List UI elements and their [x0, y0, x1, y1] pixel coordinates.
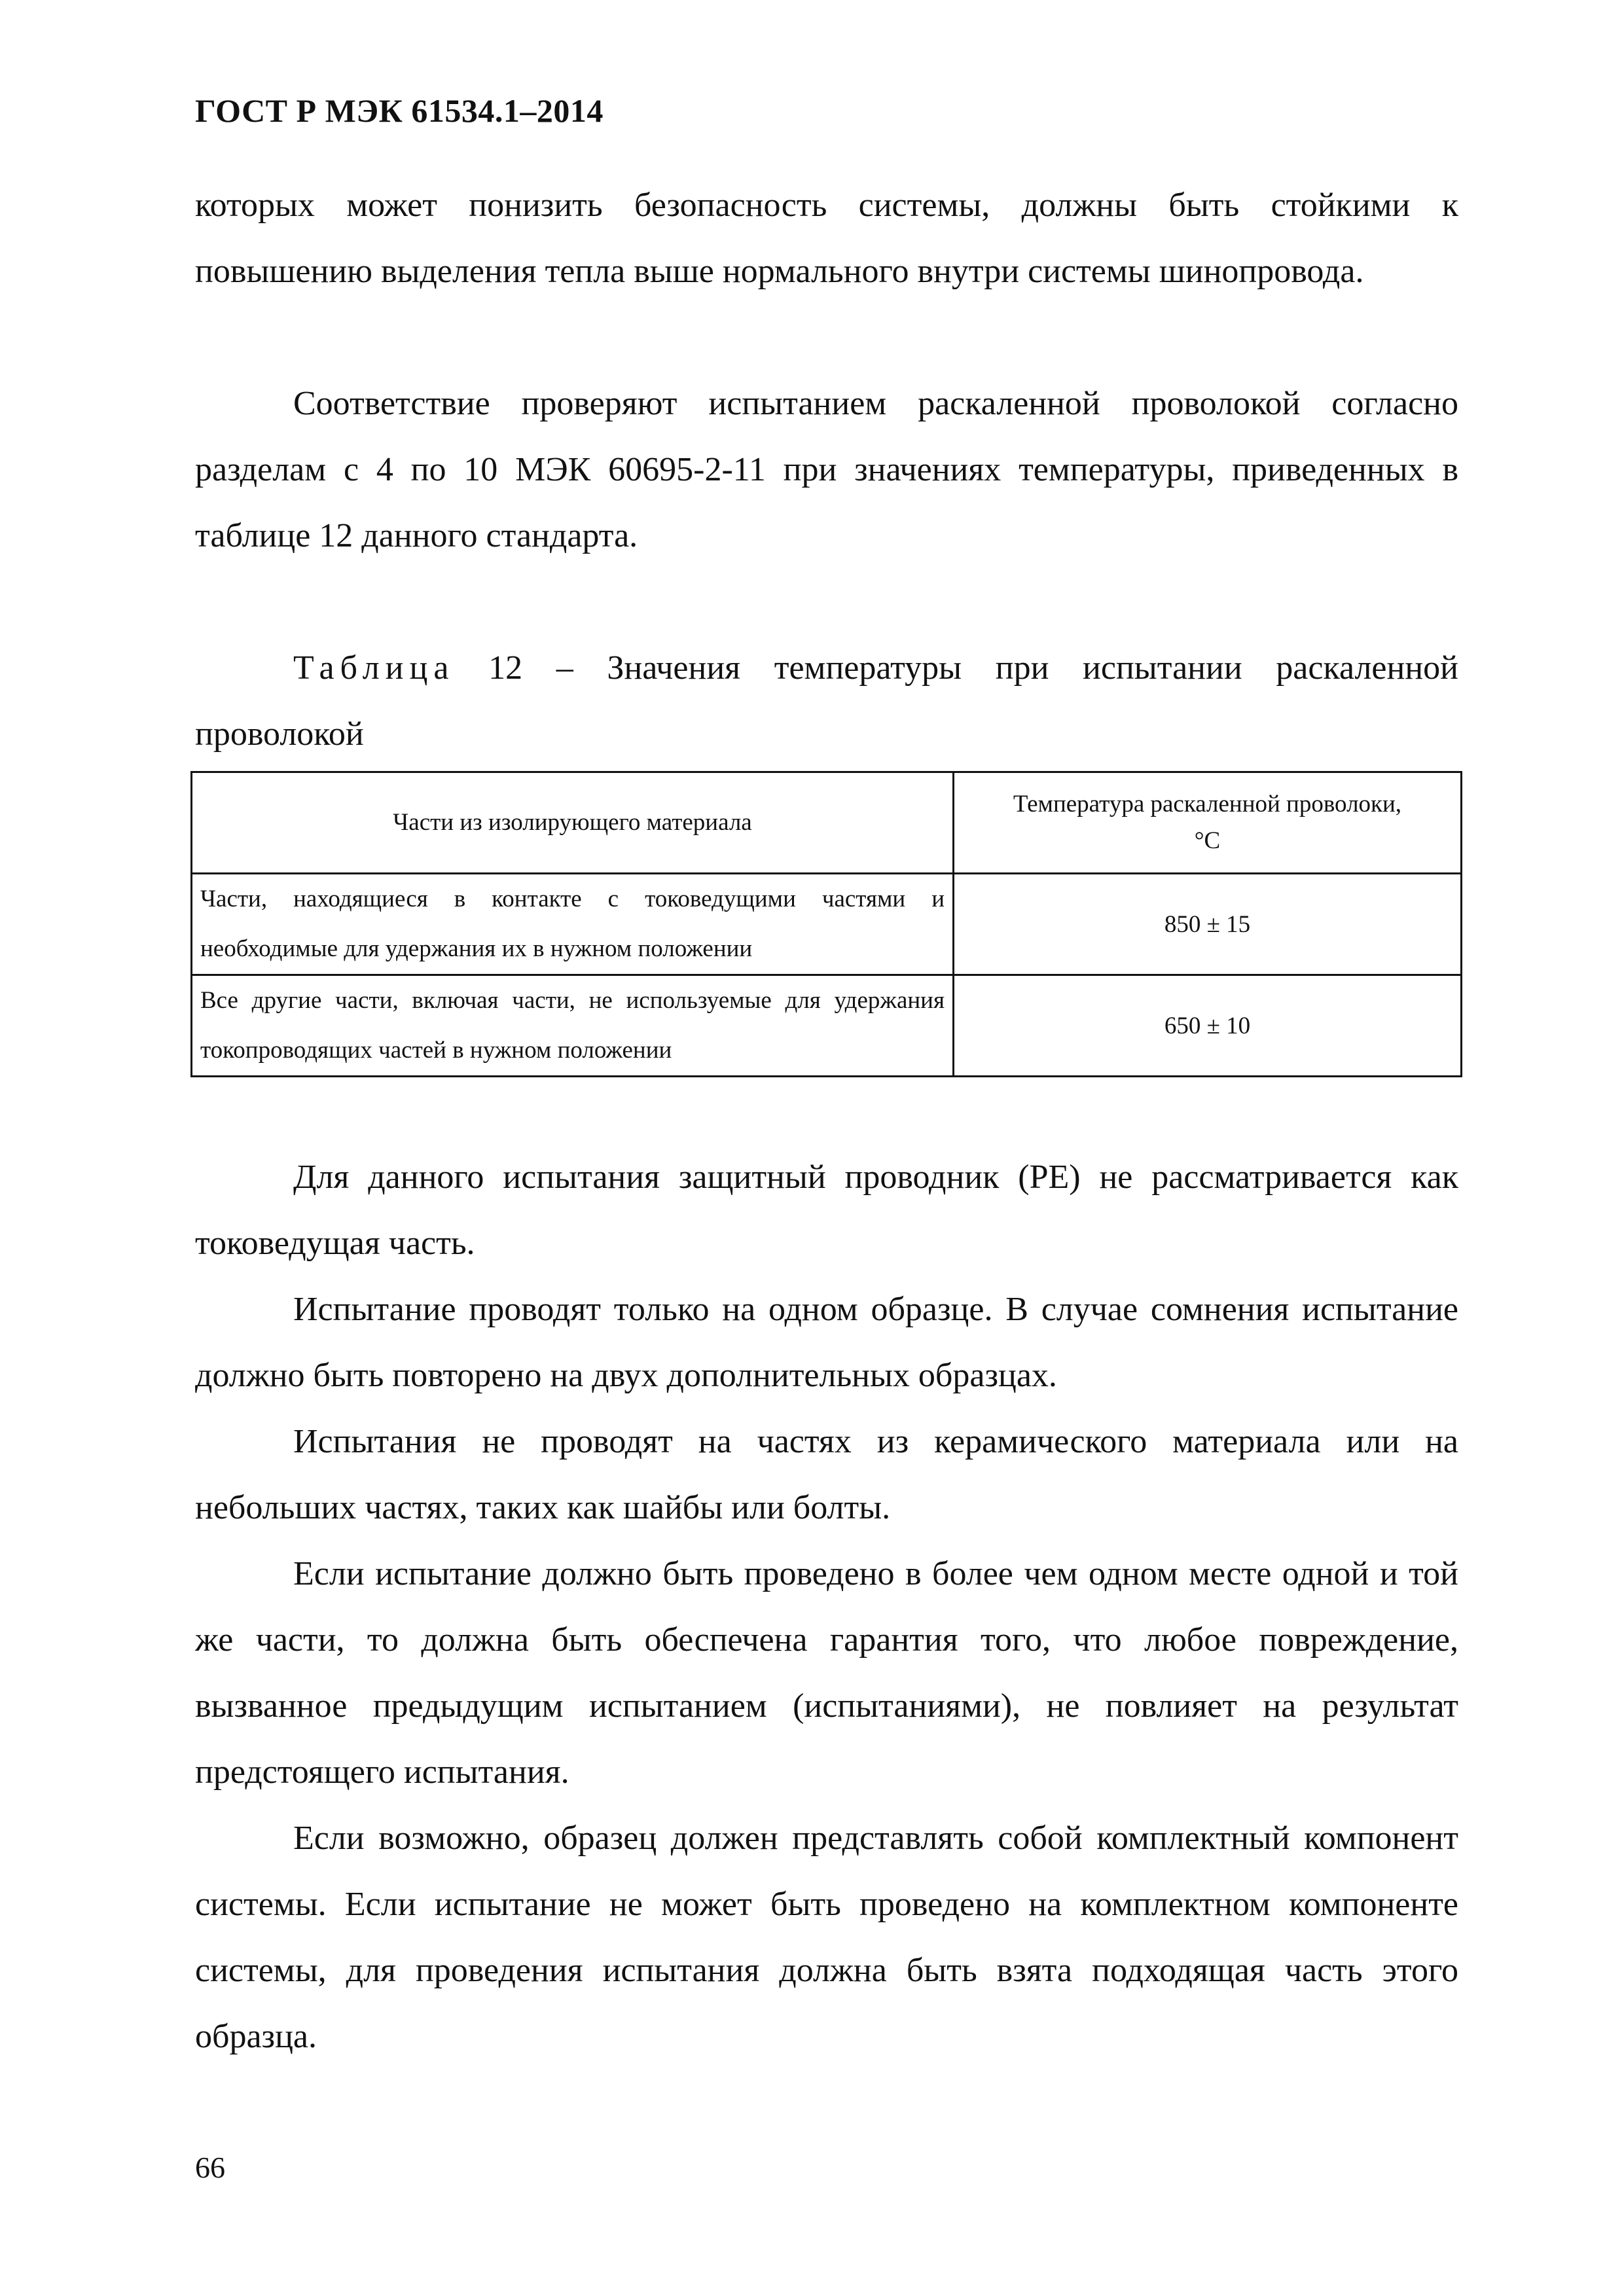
table-row [192, 874, 1462, 975]
header-temperature-unit: °С [1194, 827, 1221, 854]
paragraph-ceramic: Испытания не проводят на частях из керамического материала или на небольших частях, таких как шайбы или болты. [195, 1423, 1458, 1526]
paragraph-one-sample: Испытание проводят только на одном образце. В случае сомнения испытание должно быть повторено на двух дополнительных образцах. [195, 1291, 1458, 1394]
header-parts: Части из изолирующего материала [192, 772, 954, 874]
paragraph-pe: Для данного испытания защитный проводник (PE) не рассматривается как токоведущая часть. [195, 1158, 1458, 1262]
header-temperature-label: Температура раскаленной проволоки, [1013, 791, 1402, 817]
paragraph-compliance: Соответствие проверяют испытанием раскаленной проволокой согласно разделам с 4 по 10 МЭК 60695-2-11 при значениях температуры, приведенных в таблице 12 данного стандарта. [195, 385, 1458, 554]
table-caption-label: Таблица [293, 649, 455, 687]
table-cell-temp: 850 ± 15 [954, 874, 1462, 975]
document-header: ГОСТ Р МЭК 61534.1–2014 [195, 92, 604, 129]
paragraph-multiple-places: Если испытание должно быть проведено в более чем одном месте одной и той же части, то должна быть обеспечена гарантия того, что любое повреждение, вызванное предыдущим испытанием (испытаниями), не повлияет на результат предстоящего испытания. [195, 1555, 1458, 1791]
table-header-row [192, 772, 1462, 874]
paragraph-complete-component: Если возможно, образец должен представлять собой комплектный компонент системы. Если испытание не может быть проведено на комплектном компоненте системы, для проведения испытания должна быть взята подходящая часть этого образца. [195, 1820, 1458, 2055]
paragraph-intro: которых может понизить безопасность системы, должны быть стойкими к повышению выделения тепла выше нормального внутри системы шинопровода. [195, 187, 1458, 290]
table-caption-text: 12 – Значения температуры при испытании раскаленной проволокой [195, 649, 1458, 753]
page-number: 66 [195, 2151, 225, 2184]
table-cell-temp: 650 ± 10 [954, 975, 1462, 1077]
temperature-table [190, 771, 1462, 1077]
table-row [192, 975, 1462, 1077]
header-temperature [954, 772, 1462, 874]
table-cell-part: Части, находящиеся в контакте с токоведущими частями и необходимые для удержания их в нужном положении [192, 874, 954, 975]
table-cell-part: Все другие части, включая части, не используемые для удержания токопроводящих частей в нужном положении [192, 975, 954, 1077]
table-caption [195, 635, 1458, 767]
